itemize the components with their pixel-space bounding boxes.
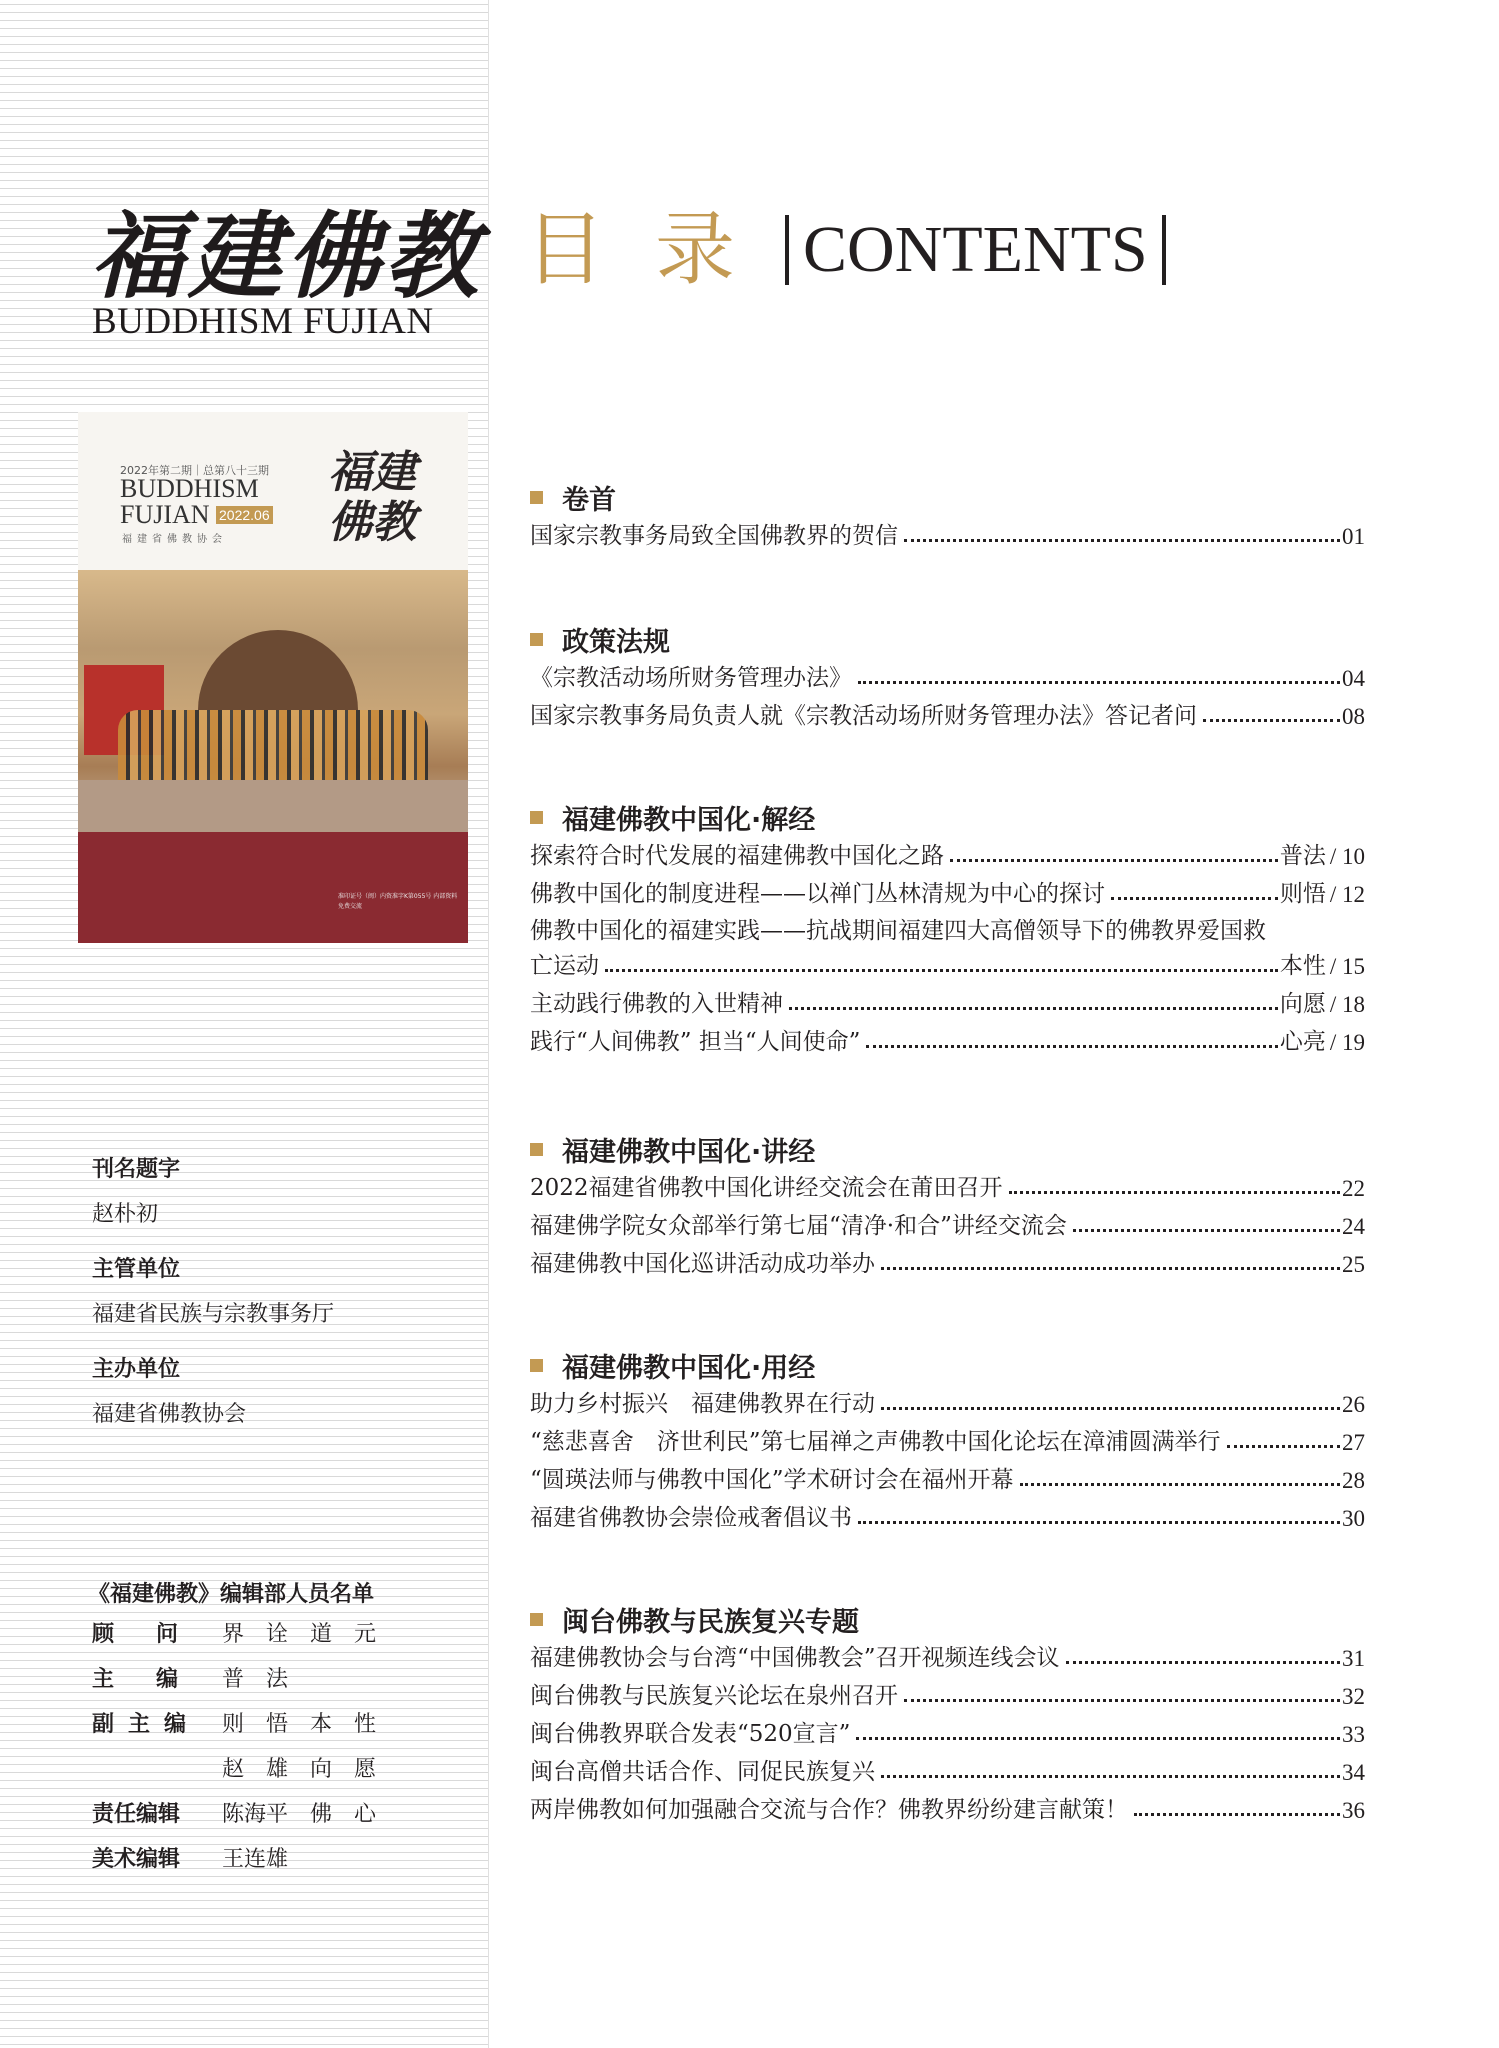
staff-name-char: 界 — [222, 1622, 245, 1647]
toc-leader-dots — [881, 1267, 1340, 1270]
toc-entry[interactable] — [530, 834, 1365, 870]
toc-entry-title: 《宗教活动场所财务管理办法》 — [530, 665, 852, 691]
cover-small-print: 准印证号（闽）内资准字K第055号 内部资料 免费交流 — [338, 893, 458, 910]
toc-entry-author: 则悟 — [1279, 881, 1326, 907]
toc-section-heading — [530, 798, 815, 837]
staff-names — [222, 1707, 398, 1737]
toc-entry[interactable] — [530, 1496, 1365, 1532]
section-title: 卷首 — [562, 485, 616, 516]
toc-entry[interactable] — [530, 1788, 1365, 1824]
toc-entry-title: 助力乡村振兴 福建佛教界在行动 — [530, 1391, 875, 1417]
staff-role-text: 顾问 — [92, 1622, 221, 1647]
toc-entry[interactable] — [530, 694, 1365, 730]
toc-entry-page: 26 — [1342, 1392, 1365, 1417]
staff-names-text: 陈海平 佛 心 — [222, 1802, 377, 1827]
toc-entry[interactable] — [530, 1204, 1365, 1240]
staff-role-text: 主编 — [92, 1667, 221, 1692]
toc-entry-page: 32 — [1342, 1684, 1365, 1709]
toc-section-heading — [530, 1130, 815, 1169]
toc-entry-title: 福建省佛教协会崇俭戒奢倡议书 — [530, 1505, 852, 1531]
toc-entry-page: 25 — [1342, 1252, 1365, 1277]
toc-leader-dots — [904, 1699, 1340, 1702]
section-bullet — [530, 491, 543, 504]
staff-row-art-editor — [92, 1842, 288, 1872]
contents-title-english: CONTENTS — [803, 213, 1148, 286]
staff-list-title: 《福建佛教》编辑部人员名单 — [88, 1582, 375, 1607]
staff-name-char: 法 — [266, 1667, 289, 1692]
staff-name-char: 雄 — [266, 1757, 289, 1782]
toc-entry[interactable] — [530, 1458, 1365, 1494]
toc-entry-title: 佛教中国化的制度进程——以禅门丛林清规为中心的探讨 — [530, 881, 1105, 907]
toc-entry[interactable] — [530, 982, 1365, 1018]
toc-entry[interactable] — [530, 1020, 1365, 1056]
photo-group — [118, 710, 428, 790]
logo-chinese: 福建佛教 — [90, 202, 483, 312]
toc-entry-page: / 10 — [1329, 844, 1365, 869]
cover-thumbnail — [78, 412, 468, 943]
toc-leader-dots — [856, 1737, 1340, 1740]
section-bullet — [530, 1359, 543, 1372]
staff-names-text: 王连雄 — [222, 1847, 289, 1872]
cover-title-cn: 福建佛教 — [328, 447, 416, 548]
toc-leader-dots — [789, 1007, 1278, 1010]
toc-leader-dots — [950, 859, 1278, 862]
toc-entry-title: 探索符合时代发展的福建佛教中国化之路 — [530, 843, 944, 869]
section-title: 闽台佛教与民族复兴专题 — [562, 1607, 859, 1638]
toc-entry-title: 福建佛教中国化巡讲活动成功举办 — [530, 1251, 875, 1277]
toc-entry-page: 01 — [1342, 524, 1365, 549]
toc-leader-dots — [1203, 719, 1340, 722]
toc-leader-dots — [866, 1045, 1278, 1048]
toc-entry-author: 普法 — [1279, 843, 1326, 869]
toc-entry-page: 31 — [1342, 1646, 1365, 1671]
toc-entry[interactable] — [530, 1750, 1365, 1786]
staff-row-responsible-editor — [92, 1797, 376, 1827]
toc-entry[interactable] — [530, 656, 1365, 692]
panel-divider — [488, 0, 489, 2048]
toc-entry-page: / 18 — [1329, 992, 1365, 1017]
toc-entry-title-line1[interactable]: 佛教中国化的福建实践——抗战期间福建四大高僧领导下的佛教界爱国救 — [530, 918, 1266, 944]
toc-entry-title: 闽台高僧共话合作、同促民族复兴 — [530, 1759, 875, 1785]
toc-entry-title: 福建佛学院女众部举行第七届“清净·和合”讲经交流会 — [530, 1213, 1067, 1239]
staff-names — [222, 1617, 398, 1647]
staff-row-deputy-editor-2 — [92, 1752, 398, 1782]
toc-entry-author: 向愿 — [1279, 991, 1326, 1017]
info-inscription — [92, 1152, 180, 1228]
staff-name-char: 道 — [310, 1622, 333, 1647]
info-value: 福建省佛教协会 — [92, 1402, 247, 1427]
section-bullet — [530, 1143, 543, 1156]
info-supervisor — [92, 1252, 334, 1328]
staff-role — [92, 1617, 222, 1647]
info-label: 刊名题字 — [92, 1157, 181, 1182]
title-end-bar — [1162, 215, 1166, 285]
cover-title-en-1: BUDDHISM — [120, 474, 259, 503]
toc-leader-dots — [1073, 1229, 1340, 1232]
staff-name-char: 赵 — [222, 1757, 245, 1782]
staff-role — [92, 1707, 222, 1737]
toc-entry-title: 两岸佛教如何加强融合交流与合作？佛教界纷纷建言献策！ — [530, 1797, 1128, 1823]
staff-names — [222, 1797, 376, 1827]
staff-row-advisor — [92, 1617, 398, 1647]
toc-entry[interactable] — [530, 1636, 1365, 1672]
toc-leader-dots — [881, 1407, 1340, 1410]
toc-entry-title: 闽台佛教与民族复兴论坛在泉州召开 — [530, 1683, 898, 1709]
cover-group-photo — [78, 570, 468, 832]
cover-footer — [78, 832, 468, 943]
section-bullet — [530, 1613, 543, 1626]
section-title: 福建佛教中国化·讲经 — [562, 1137, 816, 1168]
cover-issue: 2022年第二期｜总第八十三期 — [120, 464, 269, 477]
toc-leader-dots — [1134, 1813, 1340, 1816]
staff-role — [92, 1752, 222, 1782]
toc-entry-page: 27 — [1342, 1430, 1365, 1455]
cover-title-en-2: FUJIAN — [120, 500, 210, 529]
toc-entry-title: 福建佛教协会与台湾“中国佛教会”召开视频连线会议 — [530, 1645, 1060, 1671]
info-label: 主管单位 — [92, 1257, 181, 1282]
toc-entry-page: / 12 — [1329, 882, 1365, 907]
staff-name-char: 普 — [222, 1667, 245, 1692]
cover-association: 福建省佛教协会 — [122, 534, 227, 545]
toc-leader-dots — [1066, 1661, 1340, 1664]
toc-section-heading — [530, 1600, 859, 1639]
toc-entry[interactable] — [530, 1674, 1365, 1710]
staff-names — [222, 1842, 288, 1872]
toc-entry[interactable] — [530, 1382, 1365, 1418]
staff-role-text: 美术编辑 — [92, 1847, 181, 1872]
toc-leader-dots — [1227, 1445, 1340, 1448]
title-separator-bar — [785, 215, 789, 285]
cover-header — [78, 412, 468, 570]
staff-role — [92, 1662, 222, 1692]
toc-entry-title: “慈悲喜舍 济世利民”第七届禅之声佛教中国化论坛在漳浦圆满举行 — [530, 1429, 1221, 1455]
toc-leader-dots — [858, 681, 1340, 684]
toc-entry-title: 主动践行佛教的入世精神 — [530, 991, 783, 1017]
toc-entry-page: 04 — [1342, 666, 1365, 691]
toc-section-heading — [530, 1346, 815, 1385]
toc-entry-title: 践行“人间佛教” 担当“人间使命” — [530, 1029, 861, 1055]
staff-row-deputy-editor — [92, 1707, 398, 1737]
toc-entry-page: 22 — [1342, 1176, 1365, 1201]
cover-date-badge: 2022.06 — [216, 506, 273, 524]
toc-entry[interactable] — [530, 872, 1365, 908]
toc-entry-page: / 19 — [1329, 1030, 1365, 1055]
logo-english: BUDDHISM FUJIAN — [92, 301, 434, 342]
photo-backdrop — [198, 630, 358, 710]
staff-name-char: 悟 — [266, 1712, 289, 1737]
toc-entry-page: 33 — [1342, 1722, 1365, 1747]
toc-entry-page: 24 — [1342, 1214, 1365, 1239]
toc-leader-dots — [1020, 1483, 1340, 1486]
staff-name-char: 诠 — [266, 1622, 289, 1647]
toc-entry-page: 08 — [1342, 704, 1365, 729]
staff-role — [92, 1797, 222, 1827]
toc-entry-author: 本性 — [1279, 953, 1326, 979]
toc-section-heading — [530, 620, 670, 659]
toc-leader-dots — [1009, 1191, 1340, 1194]
section-title: 福建佛教中国化·用经 — [562, 1353, 816, 1384]
section-title: 福建佛教中国化·解经 — [562, 805, 816, 836]
toc-section-heading — [530, 478, 616, 517]
staff-role-text: 副主编 — [92, 1712, 201, 1737]
toc-entry-page: / 15 — [1329, 954, 1365, 979]
contents-title-chinese: 目录 — [525, 203, 785, 296]
staff-row-editor-in-chief — [92, 1662, 310, 1692]
toc-leader-dots — [881, 1775, 1340, 1778]
toc-entry[interactable] — [530, 1166, 1365, 1202]
contents-title — [525, 203, 1180, 296]
section-bullet — [530, 811, 543, 824]
staff-names — [222, 1752, 398, 1782]
toc-leader-dots — [605, 969, 1278, 972]
toc-entry[interactable] — [530, 944, 1365, 980]
toc-entry[interactable] — [530, 514, 1365, 550]
staff-name-char: 向 — [310, 1757, 333, 1782]
staff-name-char: 则 — [222, 1712, 245, 1737]
staff-names — [222, 1662, 310, 1692]
toc-entry-title: 亡运动 — [530, 953, 599, 979]
toc-entry-title: 闽台佛教界联合发表“520宣言” — [530, 1721, 851, 1747]
toc-leader-dots — [904, 539, 1340, 542]
toc-entry-page: 28 — [1342, 1468, 1365, 1493]
toc-leader-dots — [1111, 897, 1278, 900]
toc-entry-title: 2022福建省佛教中国化讲经交流会在莆田召开 — [530, 1175, 1003, 1201]
toc-entry-page: 36 — [1342, 1798, 1365, 1823]
info-value: 赵朴初 — [92, 1202, 159, 1227]
info-value: 福建省民族与宗教事务厅 — [92, 1302, 335, 1327]
toc-entry-title: 国家宗教事务局负责人就《宗教活动场所财务管理办法》答记者问 — [530, 703, 1197, 729]
toc-entry-page: 30 — [1342, 1506, 1365, 1531]
staff-role — [92, 1842, 222, 1872]
toc-entry-title: 国家宗教事务局致全国佛教界的贺信 — [530, 523, 898, 549]
toc-entry-title: “圆瑛法师与佛教中国化”学术研讨会在福州开幕 — [530, 1467, 1014, 1493]
toc-entry-page: 34 — [1342, 1760, 1365, 1785]
toc-entry-author: 心亮 — [1279, 1029, 1326, 1055]
staff-role-text: 责任编辑 — [92, 1802, 181, 1827]
toc-entry[interactable] — [530, 1242, 1365, 1278]
staff-name-char: 本 — [310, 1712, 333, 1737]
info-sponsor — [92, 1352, 246, 1428]
toc-entry[interactable] — [530, 1420, 1365, 1456]
staff-name-char: 元 — [354, 1622, 377, 1647]
photo-carpet — [78, 780, 468, 832]
section-bullet — [530, 633, 543, 646]
info-label: 主办单位 — [92, 1357, 181, 1382]
staff-name-char: 愿 — [354, 1757, 377, 1782]
toc-entry[interactable] — [530, 1712, 1365, 1748]
section-title: 政策法规 — [562, 627, 670, 658]
staff-name-char: 性 — [354, 1712, 377, 1737]
toc-leader-dots — [858, 1521, 1340, 1524]
